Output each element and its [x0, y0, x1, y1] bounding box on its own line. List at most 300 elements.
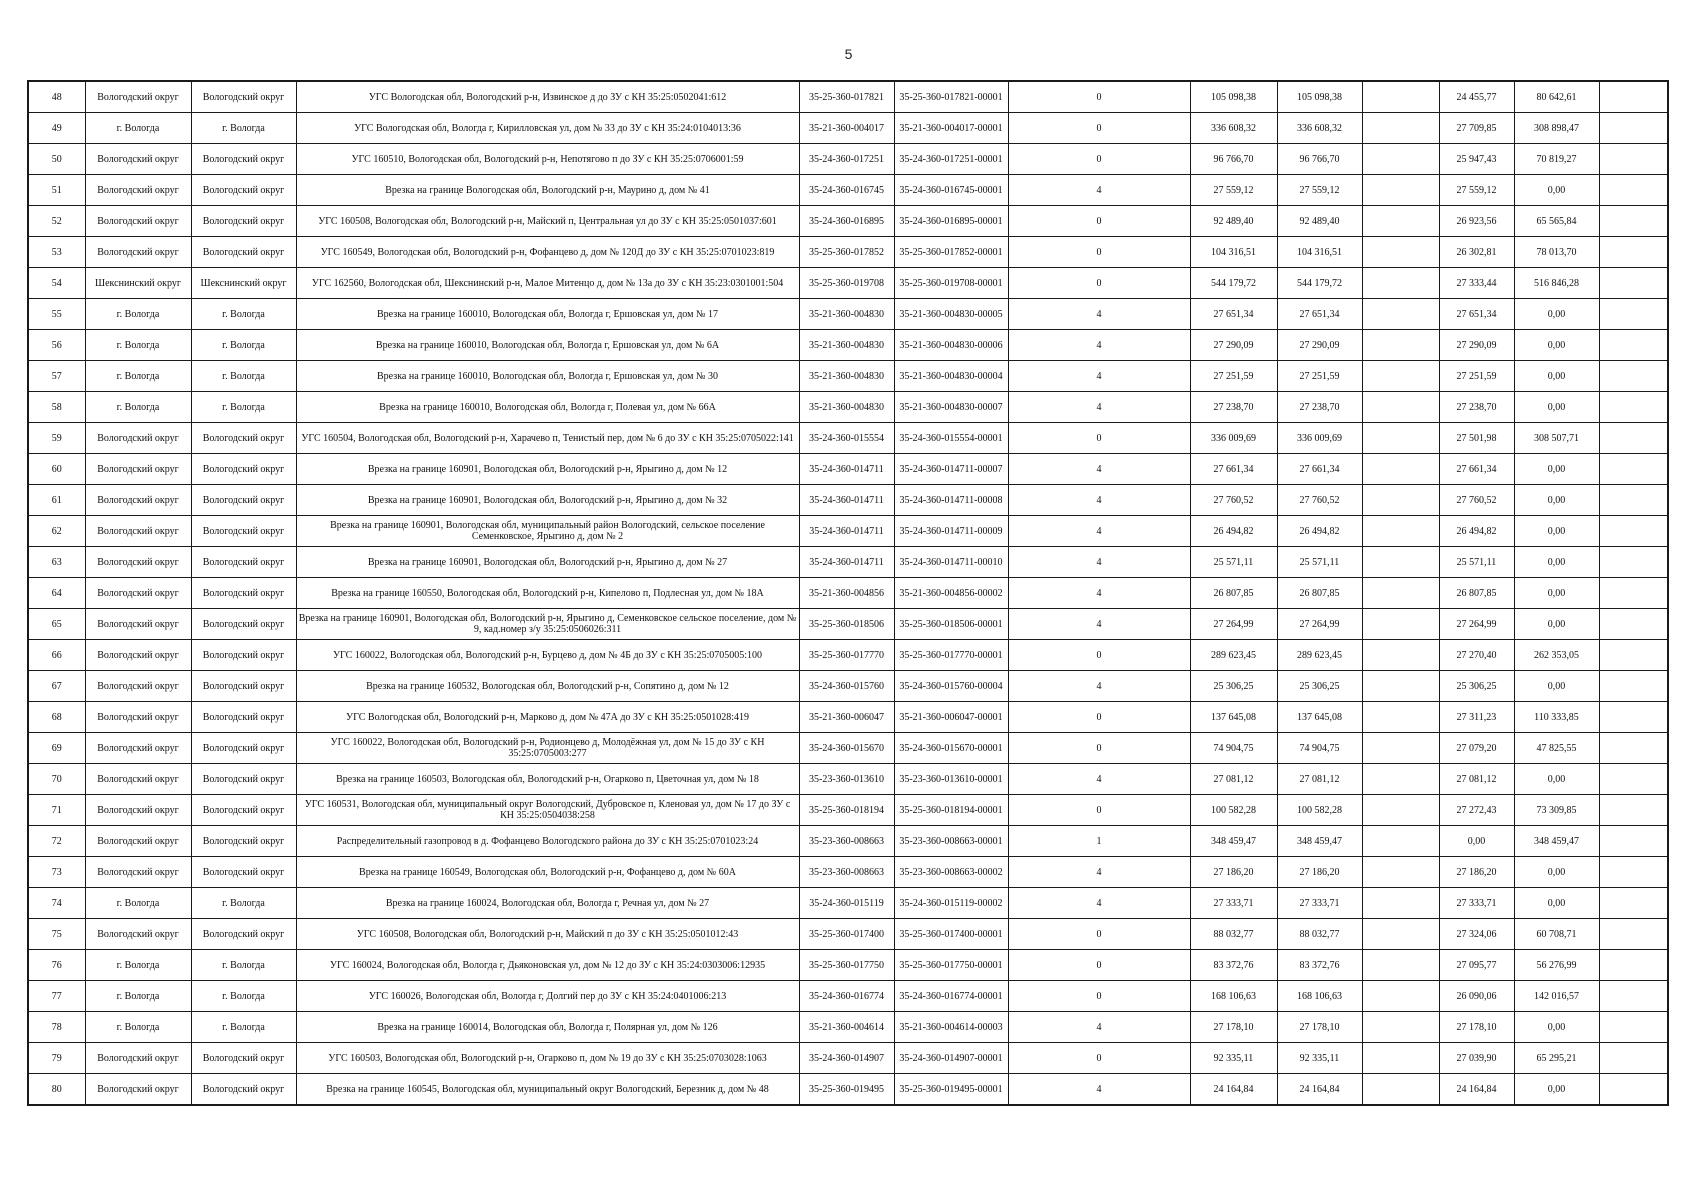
connection-code-cell: 35-25-360-017821-00001: [894, 81, 1008, 113]
district-cell: Вологодский округ: [85, 671, 191, 702]
object-code-cell: 35-25-360-019495: [799, 1074, 894, 1106]
row-number-cell: 59: [28, 423, 85, 454]
register-table: [27, 80, 1669, 1106]
district-cell: Вологодский округ: [85, 206, 191, 237]
object-code-cell: 35-21-360-006047: [799, 702, 894, 733]
row-number-cell: 72: [28, 826, 85, 857]
amount-total-cell: 27 081,12: [1190, 764, 1277, 795]
district-cell: Вологодский округ: [85, 175, 191, 206]
empty-cell: [1599, 919, 1668, 950]
object-address-cell: Врезка на границе 160010, Вологодская обл, Вологда г, Ершовская ул, дом № 6А: [296, 330, 799, 361]
municipality-cell: г. Вологда: [191, 392, 296, 423]
empty-cell: [1599, 671, 1668, 702]
amount-paid-cell: 27 251,59: [1439, 361, 1514, 392]
object-address-cell: УГС 160022, Вологодская обл, Вологодский р-н, Бурцево д, дом № 4Б до ЗУ с КН 35:25:0705005:100: [296, 640, 799, 671]
connection-code-cell: 35-24-360-014711-00010: [894, 547, 1008, 578]
empty-cell: [1362, 609, 1439, 640]
type-cell: 0: [1008, 113, 1190, 144]
connection-code-cell: 35-24-360-015670-00001: [894, 733, 1008, 764]
connection-code-cell: 35-24-360-015119-00002: [894, 888, 1008, 919]
type-cell: 0: [1008, 81, 1190, 113]
amount-total-cell: 100 582,28: [1190, 795, 1277, 826]
object-code-cell: 35-24-360-015760: [799, 671, 894, 702]
amount-paid-cell: 27 760,52: [1439, 485, 1514, 516]
object-address-cell: Врезка на границе 160901, Вологодская обл, Вологодский р-н, Ярыгино д, дом № 12: [296, 454, 799, 485]
type-cell: 4: [1008, 392, 1190, 423]
object-code-cell: 35-25-360-017770: [799, 640, 894, 671]
amount-total-cell: 96 766,70: [1190, 144, 1277, 175]
district-cell: Вологодский округ: [85, 733, 191, 764]
object-code-cell: 35-24-360-014711: [799, 485, 894, 516]
table-row: [28, 888, 1668, 919]
table-row: [28, 795, 1668, 826]
empty-cell: [1599, 640, 1668, 671]
amount-paid-cell: 27 186,20: [1439, 857, 1514, 888]
row-number-cell: 80: [28, 1074, 85, 1106]
amount-paid-cell: 27 270,40: [1439, 640, 1514, 671]
row-number-cell: 58: [28, 392, 85, 423]
municipality-cell: Вологодский округ: [191, 547, 296, 578]
amount-total-cell: 336 608,32: [1190, 113, 1277, 144]
connection-code-cell: 35-24-360-017251-00001: [894, 144, 1008, 175]
amount-balance-cell: 65 565,84: [1514, 206, 1599, 237]
table-row: [28, 330, 1668, 361]
empty-cell: [1599, 1012, 1668, 1043]
empty-cell: [1362, 950, 1439, 981]
connection-code-cell: 35-24-360-014711-00007: [894, 454, 1008, 485]
amount-accrued-cell: 100 582,28: [1277, 795, 1362, 826]
table-row: [28, 1074, 1668, 1106]
table-row: [28, 237, 1668, 268]
table-row: [28, 268, 1668, 299]
amount-balance-cell: 0,00: [1514, 578, 1599, 609]
connection-code-cell: 35-25-360-019708-00001: [894, 268, 1008, 299]
empty-cell: [1599, 330, 1668, 361]
empty-cell: [1362, 857, 1439, 888]
amount-paid-cell: 25 947,43: [1439, 144, 1514, 175]
amount-paid-cell: 26 807,85: [1439, 578, 1514, 609]
amount-accrued-cell: 88 032,77: [1277, 919, 1362, 950]
type-cell: 0: [1008, 268, 1190, 299]
amount-paid-cell: 27 559,12: [1439, 175, 1514, 206]
type-cell: 4: [1008, 888, 1190, 919]
table-row: [28, 454, 1668, 485]
amount-paid-cell: 27 272,43: [1439, 795, 1514, 826]
object-code-cell: 35-21-360-004614: [799, 1012, 894, 1043]
district-cell: Вологодский округ: [85, 826, 191, 857]
municipality-cell: Вологодский округ: [191, 485, 296, 516]
municipality-cell: Вологодский округ: [191, 237, 296, 268]
object-address-cell: Врезка на границе 160901, Вологодская обл, Вологодский р-н, Ярыгино д, Семенковское сельское поселение, дом № 9, кад.номер з/у 35:25:0506026:311: [296, 609, 799, 640]
empty-cell: [1362, 113, 1439, 144]
empty-cell: [1362, 671, 1439, 702]
empty-cell: [1599, 764, 1668, 795]
row-number-cell: 49: [28, 113, 85, 144]
amount-paid-cell: 27 178,10: [1439, 1012, 1514, 1043]
amount-balance-cell: 0,00: [1514, 1012, 1599, 1043]
amount-accrued-cell: 27 251,59: [1277, 361, 1362, 392]
row-number-cell: 75: [28, 919, 85, 950]
object-address-cell: УГС 160022, Вологодская обл, Вологодский р-н, Родионцево д, Молодёжная ул, дом № 15 до ЗУ с КН 35:25:0705003:277: [296, 733, 799, 764]
table-row: [28, 671, 1668, 702]
empty-cell: [1362, 81, 1439, 113]
amount-total-cell: 27 760,52: [1190, 485, 1277, 516]
amount-balance-cell: 516 846,28: [1514, 268, 1599, 299]
object-code-cell: 35-23-360-013610: [799, 764, 894, 795]
object-address-cell: УГС 160026, Вологодская обл, Вологда г, Долгий пер до ЗУ с КН 35:24:0401006:213: [296, 981, 799, 1012]
empty-cell: [1599, 299, 1668, 330]
empty-cell: [1599, 1074, 1668, 1106]
amount-balance-cell: 0,00: [1514, 609, 1599, 640]
row-number-cell: 56: [28, 330, 85, 361]
amount-paid-cell: 24 164,84: [1439, 1074, 1514, 1106]
type-cell: 4: [1008, 361, 1190, 392]
municipality-cell: Вологодский округ: [191, 826, 296, 857]
amount-total-cell: 544 179,72: [1190, 268, 1277, 299]
object-address-cell: Врезка на границе 160024, Вологодская обл, Вологда г, Речная ул, дом № 27: [296, 888, 799, 919]
amount-total-cell: 105 098,38: [1190, 81, 1277, 113]
object-code-cell: 35-25-360-017852: [799, 237, 894, 268]
district-cell: Вологодский округ: [85, 516, 191, 547]
table-row: [28, 640, 1668, 671]
table-row: [28, 113, 1668, 144]
connection-code-cell: 35-25-360-017770-00001: [894, 640, 1008, 671]
amount-total-cell: 289 623,45: [1190, 640, 1277, 671]
row-number-cell: 73: [28, 857, 85, 888]
amount-balance-cell: 0,00: [1514, 392, 1599, 423]
empty-cell: [1599, 113, 1668, 144]
object-address-cell: Врезка на границе 160503, Вологодская обл, Вологодский р-н, Огарково п, Цветочная ул, дом № 18: [296, 764, 799, 795]
amount-total-cell: 27 661,34: [1190, 454, 1277, 485]
amount-accrued-cell: 137 645,08: [1277, 702, 1362, 733]
district-cell: Вологодский округ: [85, 1074, 191, 1106]
district-cell: Вологодский округ: [85, 81, 191, 113]
object-code-cell: 35-24-360-015670: [799, 733, 894, 764]
empty-cell: [1362, 702, 1439, 733]
type-cell: 0: [1008, 950, 1190, 981]
municipality-cell: Вологодский округ: [191, 81, 296, 113]
empty-cell: [1599, 547, 1668, 578]
amount-accrued-cell: 27 264,99: [1277, 609, 1362, 640]
empty-cell: [1362, 268, 1439, 299]
empty-cell: [1362, 981, 1439, 1012]
amount-balance-cell: 142 016,57: [1514, 981, 1599, 1012]
municipality-cell: г. Вологда: [191, 299, 296, 330]
amount-paid-cell: 24 455,77: [1439, 81, 1514, 113]
type-cell: 4: [1008, 547, 1190, 578]
empty-cell: [1599, 144, 1668, 175]
object-address-cell: Врезка на границе 160010, Вологодская обл, Вологда г, Ершовская ул, дом № 17: [296, 299, 799, 330]
row-number-cell: 69: [28, 733, 85, 764]
amount-balance-cell: 70 819,27: [1514, 144, 1599, 175]
connection-code-cell: 35-25-360-017750-00001: [894, 950, 1008, 981]
object-code-cell: 35-24-360-014711: [799, 547, 894, 578]
amount-total-cell: 348 459,47: [1190, 826, 1277, 857]
municipality-cell: Вологодский округ: [191, 671, 296, 702]
row-number-cell: 64: [28, 578, 85, 609]
municipality-cell: Вологодский округ: [191, 144, 296, 175]
amount-paid-cell: 27 324,06: [1439, 919, 1514, 950]
row-number-cell: 51: [28, 175, 85, 206]
empty-cell: [1599, 268, 1668, 299]
object-address-cell: Врезка на границе 160550, Вологодская обл, Вологодский р-н, Кипелово п, Подлесная ул, дом № 18А: [296, 578, 799, 609]
object-address-cell: УГС 160024, Вологодская обл, Вологда г, Дьяконовская ул, дом № 12 до ЗУ с КН 35:24:0303006:12935: [296, 950, 799, 981]
connection-code-cell: 35-21-360-004017-00001: [894, 113, 1008, 144]
amount-accrued-cell: 96 766,70: [1277, 144, 1362, 175]
type-cell: 0: [1008, 237, 1190, 268]
row-number-cell: 76: [28, 950, 85, 981]
municipality-cell: Вологодский округ: [191, 857, 296, 888]
amount-paid-cell: 25 571,11: [1439, 547, 1514, 578]
object-address-cell: УГС 160531, Вологодская обл, муниципальный округ Вологодский, Дубровское п, Кленовая ул, дом № 17 до ЗУ с КН 35:25:0504038:258: [296, 795, 799, 826]
municipality-cell: Вологодский округ: [191, 919, 296, 950]
district-cell: г. Вологда: [85, 361, 191, 392]
municipality-cell: Шекснинский округ: [191, 268, 296, 299]
district-cell: г. Вологда: [85, 392, 191, 423]
amount-balance-cell: 0,00: [1514, 1074, 1599, 1106]
type-cell: 4: [1008, 330, 1190, 361]
connection-code-cell: 35-24-360-016774-00001: [894, 981, 1008, 1012]
object-code-cell: 35-24-360-014711: [799, 454, 894, 485]
amount-accrued-cell: 27 661,34: [1277, 454, 1362, 485]
amount-balance-cell: 0,00: [1514, 175, 1599, 206]
municipality-cell: г. Вологда: [191, 113, 296, 144]
empty-cell: [1362, 764, 1439, 795]
district-cell: Вологодский округ: [85, 919, 191, 950]
connection-code-cell: 35-25-360-017400-00001: [894, 919, 1008, 950]
connection-code-cell: 35-24-360-016745-00001: [894, 175, 1008, 206]
object-code-cell: 35-25-360-018194: [799, 795, 894, 826]
table-row: [28, 206, 1668, 237]
amount-accrued-cell: 168 106,63: [1277, 981, 1362, 1012]
district-cell: г. Вологда: [85, 888, 191, 919]
amount-total-cell: 26 807,85: [1190, 578, 1277, 609]
row-number-cell: 77: [28, 981, 85, 1012]
amount-total-cell: 27 238,70: [1190, 392, 1277, 423]
amount-balance-cell: 60 708,71: [1514, 919, 1599, 950]
amount-total-cell: 27 290,09: [1190, 330, 1277, 361]
type-cell: 0: [1008, 919, 1190, 950]
district-cell: г. Вологда: [85, 981, 191, 1012]
table-row: [28, 702, 1668, 733]
type-cell: 4: [1008, 609, 1190, 640]
amount-paid-cell: 27 709,85: [1439, 113, 1514, 144]
empty-cell: [1599, 81, 1668, 113]
table-row: [28, 1012, 1668, 1043]
row-number-cell: 48: [28, 81, 85, 113]
table-row: [28, 516, 1668, 547]
amount-paid-cell: 26 090,06: [1439, 981, 1514, 1012]
object-address-cell: УГС 160503, Вологодская обл, Вологодский р-н, Огарково п, дом № 19 до ЗУ с КН 35:25:0703028:1063: [296, 1043, 799, 1074]
type-cell: 0: [1008, 733, 1190, 764]
object-code-cell: 35-24-360-015119: [799, 888, 894, 919]
connection-code-cell: 35-21-360-004830-00005: [894, 299, 1008, 330]
connection-code-cell: 35-25-360-017852-00001: [894, 237, 1008, 268]
object-code-cell: 35-21-360-004017: [799, 113, 894, 144]
amount-accrued-cell: 92 335,11: [1277, 1043, 1362, 1074]
connection-code-cell: 35-24-360-016895-00001: [894, 206, 1008, 237]
table-row: [28, 392, 1668, 423]
amount-total-cell: 104 316,51: [1190, 237, 1277, 268]
row-number-cell: 74: [28, 888, 85, 919]
amount-accrued-cell: 27 081,12: [1277, 764, 1362, 795]
district-cell: Вологодский округ: [85, 144, 191, 175]
amount-accrued-cell: 25 571,11: [1277, 547, 1362, 578]
amount-paid-cell: 27 081,12: [1439, 764, 1514, 795]
amount-accrued-cell: 92 489,40: [1277, 206, 1362, 237]
amount-balance-cell: 0,00: [1514, 764, 1599, 795]
row-number-cell: 67: [28, 671, 85, 702]
municipality-cell: г. Вологда: [191, 981, 296, 1012]
amount-total-cell: 88 032,77: [1190, 919, 1277, 950]
amount-accrued-cell: 24 164,84: [1277, 1074, 1362, 1106]
object-code-cell: 35-23-360-008663: [799, 826, 894, 857]
amount-total-cell: 27 186,20: [1190, 857, 1277, 888]
row-number-cell: 70: [28, 764, 85, 795]
type-cell: 4: [1008, 299, 1190, 330]
district-cell: г. Вологда: [85, 299, 191, 330]
amount-balance-cell: 80 642,61: [1514, 81, 1599, 113]
row-number-cell: 55: [28, 299, 85, 330]
amount-paid-cell: 27 651,34: [1439, 299, 1514, 330]
empty-cell: [1362, 175, 1439, 206]
district-cell: г. Вологда: [85, 1012, 191, 1043]
type-cell: 4: [1008, 1012, 1190, 1043]
district-cell: г. Вологда: [85, 113, 191, 144]
object-address-cell: УГС 160508, Вологодская обл, Вологодский р-н, Майский п до ЗУ с КН 35:25:0501012:43: [296, 919, 799, 950]
empty-cell: [1599, 516, 1668, 547]
amount-balance-cell: 0,00: [1514, 361, 1599, 392]
district-cell: г. Вологда: [85, 950, 191, 981]
row-number-cell: 54: [28, 268, 85, 299]
empty-cell: [1599, 826, 1668, 857]
empty-cell: [1599, 609, 1668, 640]
connection-code-cell: 35-23-360-008663-00001: [894, 826, 1008, 857]
amount-paid-cell: 27 290,09: [1439, 330, 1514, 361]
table-row: [28, 826, 1668, 857]
type-cell: 0: [1008, 144, 1190, 175]
connection-code-cell: 35-24-360-014711-00009: [894, 516, 1008, 547]
table-row: [28, 144, 1668, 175]
municipality-cell: г. Вологда: [191, 950, 296, 981]
amount-balance-cell: 0,00: [1514, 888, 1599, 919]
table-row: [28, 547, 1668, 578]
row-number-cell: 62: [28, 516, 85, 547]
amount-balance-cell: 0,00: [1514, 330, 1599, 361]
empty-cell: [1362, 1074, 1439, 1106]
object-address-cell: Распределительный газопровод в д. Фофанцево Вологодского района до ЗУ с КН 35:25:0701023:24: [296, 826, 799, 857]
amount-balance-cell: 47 825,55: [1514, 733, 1599, 764]
connection-code-cell: 35-24-360-015554-00001: [894, 423, 1008, 454]
amount-paid-cell: 27 333,44: [1439, 268, 1514, 299]
connection-code-cell: 35-24-360-015760-00004: [894, 671, 1008, 702]
amount-accrued-cell: 26 807,85: [1277, 578, 1362, 609]
table-row: [28, 981, 1668, 1012]
empty-cell: [1362, 888, 1439, 919]
amount-paid-cell: 27 039,90: [1439, 1043, 1514, 1074]
amount-total-cell: 168 106,63: [1190, 981, 1277, 1012]
object-code-cell: 35-25-360-018506: [799, 609, 894, 640]
amount-accrued-cell: 348 459,47: [1277, 826, 1362, 857]
amount-balance-cell: 0,00: [1514, 671, 1599, 702]
amount-paid-cell: 26 302,81: [1439, 237, 1514, 268]
municipality-cell: Вологодский округ: [191, 1043, 296, 1074]
empty-cell: [1362, 1043, 1439, 1074]
empty-cell: [1362, 733, 1439, 764]
object-code-cell: 35-25-360-019708: [799, 268, 894, 299]
amount-accrued-cell: 27 333,71: [1277, 888, 1362, 919]
empty-cell: [1599, 733, 1668, 764]
empty-cell: [1599, 237, 1668, 268]
object-code-cell: 35-21-360-004856: [799, 578, 894, 609]
empty-cell: [1362, 330, 1439, 361]
connection-code-cell: 35-21-360-004830-00004: [894, 361, 1008, 392]
empty-cell: [1599, 392, 1668, 423]
page-number: 5: [844, 46, 853, 62]
connection-code-cell: 35-24-360-014907-00001: [894, 1043, 1008, 1074]
connection-code-cell: 35-25-360-018194-00001: [894, 795, 1008, 826]
municipality-cell: Вологодский округ: [191, 702, 296, 733]
table-row: [28, 81, 1668, 113]
empty-cell: [1599, 950, 1668, 981]
municipality-cell: Вологодский округ: [191, 423, 296, 454]
empty-cell: [1362, 454, 1439, 485]
empty-cell: [1599, 175, 1668, 206]
object-address-cell: УГС Вологодская обл, Вологда г, Кирилловская ул, дом № 33 до ЗУ с КН 35:24:0104013:36: [296, 113, 799, 144]
municipality-cell: Вологодский округ: [191, 516, 296, 547]
district-cell: Вологодский округ: [85, 237, 191, 268]
table-row: [28, 857, 1668, 888]
amount-balance-cell: 0,00: [1514, 299, 1599, 330]
empty-cell: [1362, 826, 1439, 857]
municipality-cell: Вологодский округ: [191, 795, 296, 826]
object-address-cell: УГС 160510, Вологодская обл, Вологодский р-н, Непотягово п до ЗУ с КН 35:25:0706001:59: [296, 144, 799, 175]
amount-total-cell: 83 372,76: [1190, 950, 1277, 981]
municipality-cell: Вологодский округ: [191, 175, 296, 206]
amount-accrued-cell: 544 179,72: [1277, 268, 1362, 299]
object-code-cell: 35-21-360-004830: [799, 361, 894, 392]
municipality-cell: Вологодский округ: [191, 733, 296, 764]
empty-cell: [1362, 206, 1439, 237]
amount-total-cell: 336 009,69: [1190, 423, 1277, 454]
amount-total-cell: 27 178,10: [1190, 1012, 1277, 1043]
table-body: [28, 81, 1668, 1105]
empty-cell: [1599, 981, 1668, 1012]
empty-cell: [1362, 516, 1439, 547]
row-number-cell: 61: [28, 485, 85, 516]
district-cell: Вологодский округ: [85, 640, 191, 671]
municipality-cell: Вологодский округ: [191, 609, 296, 640]
district-cell: Вологодский округ: [85, 578, 191, 609]
amount-total-cell: 27 333,71: [1190, 888, 1277, 919]
connection-code-cell: 35-23-360-013610-00001: [894, 764, 1008, 795]
table-row: [28, 423, 1668, 454]
object-address-cell: Врезка на границе 160532, Вологодская обл, Вологодский р-н, Сопятино д, дом № 12: [296, 671, 799, 702]
type-cell: 4: [1008, 578, 1190, 609]
object-address-cell: Врезка на границе 160010, Вологодская обл, Вологда г, Полевая ул, дом № 66А: [296, 392, 799, 423]
amount-paid-cell: 0,00: [1439, 826, 1514, 857]
amount-balance-cell: 0,00: [1514, 454, 1599, 485]
municipality-cell: Вологодский округ: [191, 578, 296, 609]
amount-total-cell: 27 251,59: [1190, 361, 1277, 392]
district-cell: Вологодский округ: [85, 764, 191, 795]
amount-balance-cell: 0,00: [1514, 857, 1599, 888]
district-cell: Вологодский округ: [85, 857, 191, 888]
amount-accrued-cell: 27 559,12: [1277, 175, 1362, 206]
object-address-cell: Врезка на границе 160545, Вологодская обл, муниципальный округ Вологодский, Березник д, дом № 48: [296, 1074, 799, 1106]
amount-accrued-cell: 27 290,09: [1277, 330, 1362, 361]
municipality-cell: Вологодский округ: [191, 454, 296, 485]
